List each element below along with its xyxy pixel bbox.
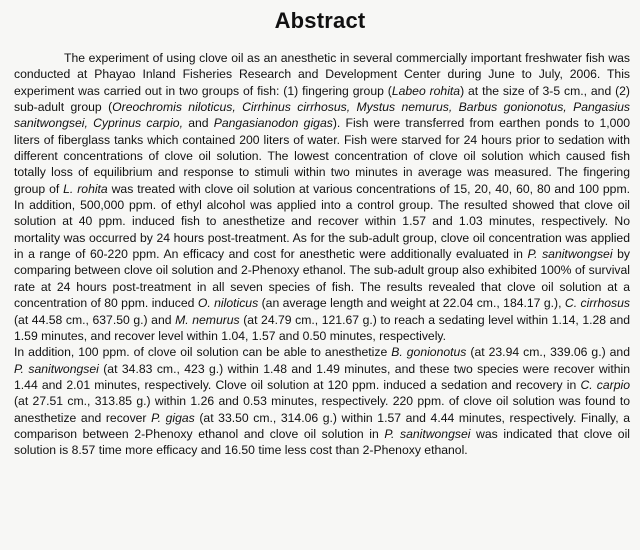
body-text-segment: (at 27.51 cm., 313.85 g.) within 1.26 and 0.53 minutes, respectively. 220 ppm. of clove oil solution was found to anesthetize and recover — [14, 394, 630, 425]
body-text-segment: The experiment of using clove oil as an anesthetic in several commercially important freshwater fish was conducted at Phayao Inland Fisheries Research and Development Center during June to July, 2006. This experiment was carried out in two groups of fish: (1) fingering group ( — [14, 51, 630, 98]
body-text-segment: (an average length and weight at 22.04 cm., 184.17 g.), — [258, 296, 565, 311]
abstract-title: Abstract — [274, 8, 366, 33]
species-name-text: M. nemurus — [175, 312, 240, 327]
species-name-text: C. cirrhosus — [564, 296, 630, 311]
body-text-segment: ). Fish were transferred from earthen ponds to 1,000 liters of fiberglass tanks which contained 200 liters of water. Fish were starved for 24 hours prior to sedation with different concentrations of clove oil solution. The lowest concentration of clove oil solution which caused fish totally loss of equilibrium and response to stimuli within two minutes in average was measured. The fingering group of — [14, 116, 630, 196]
body-text-segment: was treated with clove oil solution at various concentrations of 15, 20, 40, 60, 80 and 100 ppm. In addition, 500,000 ppm. of ethyl alcohol was applied into a control group. The resulted showed that clove oil solution at 40 ppm. induced fish to anesthetize and recover within 1.57 and 1.03 minutes, respectively. No mortality was occurred by 24 hours post-treatment. As for the sub-adult group, clove oil concentration was applied in a range of 60-220 ppm. An efficacy and cost for anesthetic were additionally evaluated in — [14, 181, 630, 262]
body-text-segment: (at 34.83 cm., 423 g.) within 1.48 and 1.49 minutes, and these two species were recover within 1.44 and 2.01 minutes, respectively. Clove oil solution at 120 ppm. induced a sedation and recovery in — [14, 361, 630, 392]
species-name-text: Pangasianodon gigas — [213, 116, 333, 131]
species-name-text: P. gigas — [151, 410, 195, 425]
body-text-segment: and — [182, 116, 214, 131]
species-name-text: P. sanitwongsei — [527, 247, 613, 262]
species-name-text: L. rohita — [63, 181, 108, 196]
abstract-paragraph-2 — [14, 344, 630, 458]
abstract-paragraph-1 — [14, 50, 630, 344]
body-text-segment: ) at the size of 3-5 cm., and (2) sub-adult group ( — [14, 83, 630, 115]
species-name-text: C. carpio — [580, 377, 630, 392]
body-text-segment: (at 23.94 cm., 339.06 g.) and — [466, 345, 630, 360]
species-name-text: P. sanitwongsei — [384, 426, 471, 441]
species-name-text: Labeo rohita — [391, 83, 461, 98]
species-name-text: O. niloticus — [197, 296, 259, 311]
body-text-segment: (at 24.79 cm., 121.67 g.) to reach a sedating level within 1.14, 1.28 and 1.59 minutes, and recover level within 1.04, 1.57 and 0.50 minutes, respectively. — [14, 312, 631, 343]
body-text-segment: (at 33.50 cm., 314.06 g.) within 1.57 and 4.44 minutes, respectively. Finally, a comparison between 2-Phenoxy ethanol and clove oil solution in — [14, 410, 630, 441]
body-text-segment: was indicated that clove oil solution is 8.57 time more efficacy and 16.50 time less cost than 2-Phenoxy ethanol. — [14, 426, 630, 458]
species-name-text: P. sanitwongsei — [14, 361, 99, 376]
body-text-segment: (at 44.58 cm., 637.50 g.) and — [14, 312, 176, 327]
abstract-body — [14, 50, 630, 459]
species-name-text: Oreochromis niloticus, Cirrhinus cirrhosus, Mystus nemurus, Barbus gonionotus, Pangasius sanitwongsei, Cyprinus carpio, — [14, 100, 630, 131]
body-text-segment: by comparing between clove oil solution and 2-Phenoxy ethanol. The sub-adult group also exhibited 100% of survival rate at 24 hours post-treatment in all seven species of fish. The results revealed that clove oil solution at a concentration of 80 ppm. induced — [14, 247, 631, 311]
species-name-text: B. gonionotus — [391, 345, 467, 360]
body-text-segment: In addition, 100 ppm. of clove oil solution can be able to anesthetize — [14, 345, 392, 360]
